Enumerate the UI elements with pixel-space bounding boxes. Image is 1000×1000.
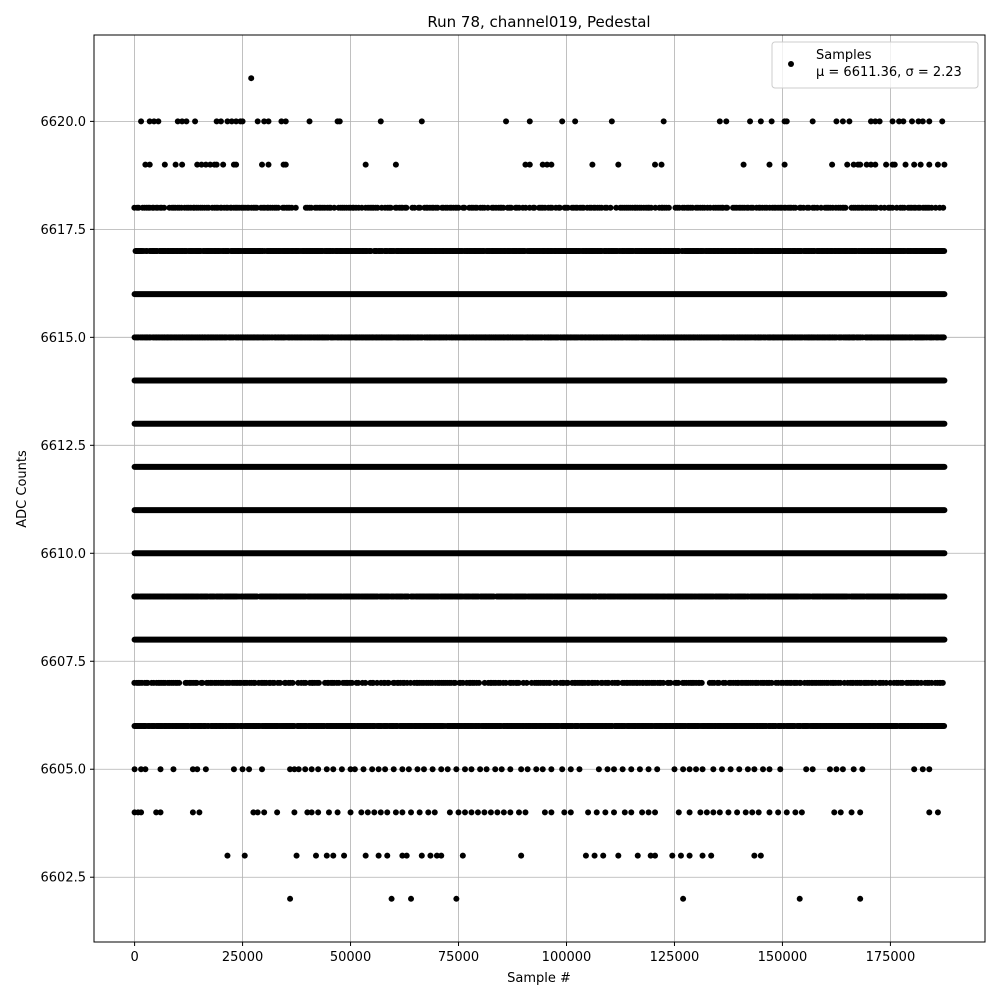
data-point xyxy=(242,853,248,859)
y-tick-label: 6607.5 xyxy=(40,654,86,670)
data-point xyxy=(918,162,924,168)
data-point xyxy=(190,809,196,815)
data-point xyxy=(404,853,410,859)
data-point xyxy=(393,809,399,815)
data-point xyxy=(307,118,313,124)
data-point xyxy=(294,853,300,859)
data-point xyxy=(611,766,617,772)
data-point xyxy=(857,809,863,815)
data-point xyxy=(540,766,546,772)
data-point xyxy=(723,118,729,124)
data-point xyxy=(196,809,202,815)
data-point xyxy=(941,723,947,729)
data-point xyxy=(639,809,645,815)
data-point xyxy=(408,896,414,902)
data-point xyxy=(829,162,835,168)
data-point xyxy=(646,766,652,772)
data-point xyxy=(833,118,839,124)
x-axis-label: Sample # xyxy=(507,971,571,986)
data-point xyxy=(751,853,757,859)
data-point xyxy=(361,766,367,772)
data-point xyxy=(462,809,468,815)
data-point xyxy=(559,118,565,124)
data-point xyxy=(719,766,725,772)
data-point xyxy=(255,118,261,124)
data-point xyxy=(445,766,451,772)
data-point xyxy=(488,809,494,815)
y-tick-label: 6612.5 xyxy=(40,438,86,454)
data-point xyxy=(717,809,723,815)
data-point xyxy=(628,766,634,772)
data-point xyxy=(940,680,946,686)
data-point xyxy=(594,809,600,815)
data-point xyxy=(883,162,889,168)
data-point xyxy=(291,809,297,815)
data-point xyxy=(784,118,790,124)
data-point xyxy=(214,162,220,168)
data-point xyxy=(348,809,354,815)
data-point xyxy=(447,809,453,815)
data-point xyxy=(652,162,658,168)
data-point xyxy=(890,118,896,124)
data-point xyxy=(693,766,699,772)
x-tick-label: 25000 xyxy=(221,950,264,965)
x-tick-label: 150000 xyxy=(757,950,808,965)
data-point xyxy=(941,593,947,599)
data-point xyxy=(274,809,280,815)
data-point xyxy=(382,766,388,772)
data-point xyxy=(911,766,917,772)
data-point xyxy=(559,766,565,772)
data-point xyxy=(194,766,200,772)
data-point xyxy=(389,896,395,902)
data-point xyxy=(283,162,289,168)
data-point xyxy=(652,809,658,815)
data-point xyxy=(378,809,384,815)
data-point xyxy=(676,809,682,815)
data-point xyxy=(290,680,296,686)
data-point xyxy=(417,809,423,815)
data-point xyxy=(183,118,189,124)
legend-label-stats: μ = 6611.36, σ = 2.23 xyxy=(816,65,962,80)
data-point xyxy=(810,766,816,772)
data-point xyxy=(414,766,420,772)
data-point xyxy=(622,809,628,815)
data-point xyxy=(501,809,507,815)
data-point xyxy=(460,853,466,859)
data-point xyxy=(585,809,591,815)
data-point xyxy=(611,809,617,815)
data-point xyxy=(777,766,783,772)
data-point xyxy=(468,766,474,772)
data-point xyxy=(507,809,513,815)
data-point xyxy=(743,809,749,815)
data-point xyxy=(760,766,766,772)
data-point xyxy=(635,853,641,859)
data-point xyxy=(391,766,397,772)
data-point xyxy=(592,853,598,859)
data-point xyxy=(494,809,500,815)
data-point xyxy=(766,162,772,168)
data-point xyxy=(797,896,803,902)
data-point xyxy=(371,809,377,815)
data-point xyxy=(492,766,498,772)
data-point xyxy=(330,766,336,772)
data-point xyxy=(265,162,271,168)
data-point xyxy=(527,118,533,124)
y-tick-label: 6617.5 xyxy=(40,222,86,238)
chart-title: Run 78, channel019, Pedestal xyxy=(427,13,651,31)
data-point xyxy=(724,205,730,211)
data-point xyxy=(710,766,716,772)
data-point xyxy=(561,809,567,815)
data-point xyxy=(339,766,345,772)
data-point xyxy=(669,853,675,859)
y-tick-label: 6620.0 xyxy=(40,114,86,130)
data-point xyxy=(419,853,425,859)
x-tick-label: 0 xyxy=(130,950,139,965)
data-point xyxy=(792,809,798,815)
data-point xyxy=(756,809,762,815)
data-point xyxy=(941,334,947,340)
data-point xyxy=(920,766,926,772)
data-point xyxy=(628,809,634,815)
data-point xyxy=(179,162,185,168)
data-point xyxy=(851,766,857,772)
data-point xyxy=(358,809,364,815)
y-tick-label: 6615.0 xyxy=(40,330,86,346)
data-point xyxy=(741,162,747,168)
data-point xyxy=(784,809,790,815)
data-point xyxy=(568,809,574,815)
data-point xyxy=(138,118,144,124)
data-point xyxy=(602,809,608,815)
y-tick-label: 6610.0 xyxy=(40,546,86,562)
data-point xyxy=(155,118,161,124)
x-tick-label: 75000 xyxy=(437,950,480,965)
data-point xyxy=(775,809,781,815)
data-point xyxy=(259,162,265,168)
data-point xyxy=(432,809,438,815)
data-point xyxy=(941,162,947,168)
y-tick-label: 6602.5 xyxy=(40,870,86,886)
data-point xyxy=(799,809,805,815)
data-point xyxy=(700,766,706,772)
data-point xyxy=(376,766,382,772)
data-point xyxy=(158,809,164,815)
data-point xyxy=(393,162,399,168)
data-point xyxy=(363,162,369,168)
data-point xyxy=(161,205,167,211)
data-point xyxy=(803,766,809,772)
data-point xyxy=(725,809,731,815)
data-point xyxy=(659,162,665,168)
data-point xyxy=(646,809,652,815)
data-point xyxy=(935,162,941,168)
data-point xyxy=(475,809,481,815)
data-point xyxy=(337,118,343,124)
data-point xyxy=(747,118,753,124)
x-tick-label: 125000 xyxy=(649,950,700,965)
data-point xyxy=(749,809,755,815)
data-point xyxy=(283,118,289,124)
data-point xyxy=(576,766,582,772)
data-point xyxy=(872,162,878,168)
data-point xyxy=(138,809,144,815)
data-point xyxy=(911,162,917,168)
data-point xyxy=(671,766,677,772)
data-point xyxy=(926,809,932,815)
data-point xyxy=(687,853,693,859)
data-point xyxy=(920,118,926,124)
data-point xyxy=(316,680,322,686)
data-point xyxy=(859,766,865,772)
data-point xyxy=(926,162,932,168)
data-point xyxy=(335,809,341,815)
data-point xyxy=(680,896,686,902)
y-tick-label: 6605.0 xyxy=(40,762,86,778)
data-point xyxy=(527,162,533,168)
data-point xyxy=(666,205,672,211)
data-point xyxy=(680,766,686,772)
data-point xyxy=(499,766,505,772)
data-point xyxy=(840,766,846,772)
data-point xyxy=(548,809,554,815)
data-point xyxy=(259,766,265,772)
data-point xyxy=(240,766,246,772)
data-point xyxy=(173,162,179,168)
data-point xyxy=(309,766,315,772)
data-point xyxy=(132,766,138,772)
data-point xyxy=(620,766,626,772)
data-point xyxy=(330,853,336,859)
data-point xyxy=(877,118,883,124)
y-axis-label: ADC Counts xyxy=(15,450,30,528)
data-point xyxy=(637,766,643,772)
data-point xyxy=(507,766,513,772)
data-point xyxy=(518,766,524,772)
data-point xyxy=(605,766,611,772)
data-point xyxy=(425,809,431,815)
data-point xyxy=(827,766,833,772)
data-point xyxy=(326,809,332,815)
data-point xyxy=(940,205,946,211)
data-point xyxy=(615,162,621,168)
data-point xyxy=(525,766,531,772)
data-point xyxy=(654,766,660,772)
data-point xyxy=(533,766,539,772)
data-point xyxy=(341,853,347,859)
data-point xyxy=(935,809,941,815)
data-point xyxy=(909,118,915,124)
data-point xyxy=(363,853,369,859)
data-point xyxy=(246,766,252,772)
data-point xyxy=(419,118,425,124)
data-point xyxy=(608,205,614,211)
data-point xyxy=(403,205,409,211)
data-point xyxy=(265,118,271,124)
data-point xyxy=(427,853,433,859)
data-point xyxy=(158,766,164,772)
data-point xyxy=(176,680,182,686)
data-point xyxy=(833,766,839,772)
data-point xyxy=(293,205,299,211)
data-point xyxy=(315,766,321,772)
data-point xyxy=(652,853,658,859)
data-point xyxy=(600,853,606,859)
data-point xyxy=(583,853,589,859)
data-point xyxy=(399,766,405,772)
data-point xyxy=(503,118,509,124)
data-point xyxy=(468,809,474,815)
data-point xyxy=(548,162,554,168)
data-point xyxy=(842,205,848,211)
data-point xyxy=(568,766,574,772)
data-point xyxy=(384,853,390,859)
data-point xyxy=(240,118,246,124)
data-point xyxy=(142,766,148,772)
data-point xyxy=(939,118,945,124)
data-point xyxy=(903,162,909,168)
data-point xyxy=(399,809,405,815)
data-point xyxy=(892,162,898,168)
data-point xyxy=(769,118,775,124)
data-point xyxy=(615,853,621,859)
data-point xyxy=(484,766,490,772)
data-point xyxy=(782,162,788,168)
data-point xyxy=(453,766,459,772)
data-point xyxy=(438,853,444,859)
data-point xyxy=(678,853,684,859)
data-point xyxy=(717,118,723,124)
data-point xyxy=(710,809,716,815)
data-point xyxy=(708,853,714,859)
data-point xyxy=(406,766,412,772)
data-point xyxy=(700,853,706,859)
data-point xyxy=(378,118,384,124)
data-point xyxy=(941,248,947,254)
data-point xyxy=(203,766,209,772)
data-point xyxy=(296,766,302,772)
data-point xyxy=(324,853,330,859)
x-tick-label: 175000 xyxy=(865,950,916,965)
data-point xyxy=(518,853,524,859)
data-point xyxy=(734,809,740,815)
data-point xyxy=(302,766,308,772)
data-point xyxy=(218,118,224,124)
data-point xyxy=(810,118,816,124)
data-point xyxy=(233,162,239,168)
data-point xyxy=(192,118,198,124)
x-tick-label: 100000 xyxy=(541,950,592,965)
data-point xyxy=(728,766,734,772)
data-point xyxy=(162,162,168,168)
data-point xyxy=(315,809,321,815)
data-point xyxy=(542,809,548,815)
data-point xyxy=(220,162,226,168)
data-point xyxy=(430,766,436,772)
data-point xyxy=(697,809,703,815)
data-point xyxy=(661,118,667,124)
data-point xyxy=(900,118,906,124)
data-point xyxy=(736,766,742,772)
data-point xyxy=(170,766,176,772)
data-point xyxy=(758,118,764,124)
data-point xyxy=(456,809,462,815)
data-point xyxy=(699,680,705,686)
data-point xyxy=(481,809,487,815)
data-point xyxy=(438,766,444,772)
data-point xyxy=(352,766,358,772)
legend-marker xyxy=(788,61,794,67)
data-point xyxy=(758,853,764,859)
data-point xyxy=(766,809,772,815)
legend xyxy=(772,42,978,88)
data-point xyxy=(476,680,482,686)
data-point xyxy=(477,766,483,772)
data-point xyxy=(408,809,414,815)
data-point xyxy=(589,162,595,168)
data-point xyxy=(844,162,850,168)
x-tick-label: 50000 xyxy=(329,950,372,965)
data-point xyxy=(766,766,772,772)
data-point xyxy=(572,118,578,124)
legend-label-samples: Samples xyxy=(816,48,872,63)
data-point xyxy=(421,766,427,772)
data-point xyxy=(376,853,382,859)
data-point xyxy=(369,766,375,772)
data-point xyxy=(261,809,267,815)
data-point xyxy=(548,766,554,772)
data-point xyxy=(926,118,932,124)
data-point xyxy=(231,766,237,772)
data-point xyxy=(384,809,390,815)
data-point xyxy=(857,896,863,902)
data-point xyxy=(751,766,757,772)
data-point xyxy=(609,118,615,124)
data-point xyxy=(147,162,153,168)
data-point xyxy=(687,766,693,772)
data-point xyxy=(926,766,932,772)
data-point xyxy=(840,118,846,124)
data-point xyxy=(309,809,315,815)
data-point xyxy=(522,809,528,815)
data-point xyxy=(745,766,751,772)
data-point xyxy=(831,809,837,815)
data-point xyxy=(248,75,254,81)
data-point xyxy=(846,118,852,124)
data-point xyxy=(516,809,522,815)
data-point xyxy=(313,853,319,859)
data-point xyxy=(857,162,863,168)
data-point xyxy=(453,896,459,902)
data-point xyxy=(324,766,330,772)
data-point xyxy=(687,809,693,815)
data-point xyxy=(224,853,230,859)
data-point xyxy=(287,896,293,902)
data-point xyxy=(596,766,602,772)
data-point xyxy=(365,809,371,815)
data-point xyxy=(255,809,261,815)
data-point xyxy=(462,766,468,772)
data-point xyxy=(849,809,855,815)
data-point xyxy=(838,809,844,815)
data-point xyxy=(704,809,710,815)
